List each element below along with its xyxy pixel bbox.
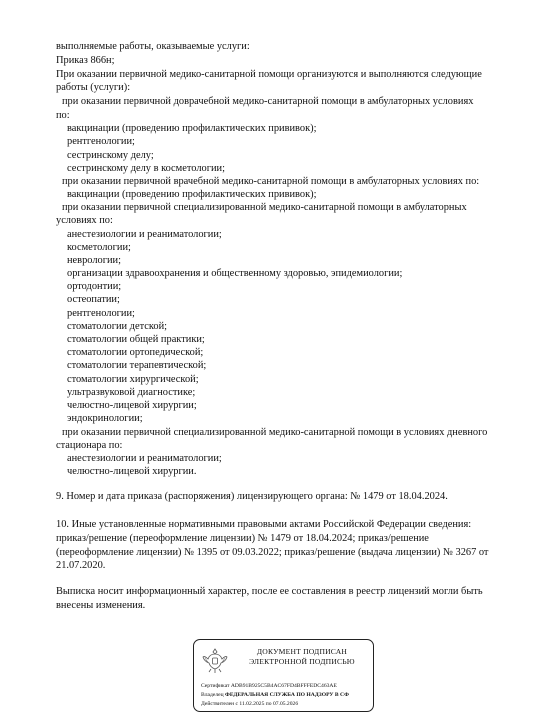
- validity-row: Действителен с 11.02.2025 по 07.05.2026: [201, 701, 299, 707]
- list-item: анестезиологии и реаниматологии;: [67, 453, 222, 464]
- note-line: Выписка носит информационный характер, после ее составления в реестр лицензий могли быть: [56, 586, 483, 597]
- list-item: организации здравоохранения и общественному здоровью, эпидемиологии;: [67, 268, 403, 279]
- owner-value: ФЕДЕРАЛЬНАЯ СЛУЖБА ПО НАДЗОРУ В СФ: [225, 692, 349, 698]
- certificate-value: ADB91B925C5B4AC67FD4BFFFEDC463AE: [230, 683, 337, 689]
- section-10-line: 10. Иные установленные нормативными правовыми актами Российской Федерации сведения:: [56, 519, 472, 530]
- note-line: внесены изменения.: [56, 600, 146, 611]
- text-line: при оказании первичной доврачебной медико-санитарной помощи в амбулаторных условиях: [62, 96, 474, 107]
- list-item: ультразвуковой диагностике;: [67, 387, 196, 398]
- text-line: при оказании первичной специализированной медико-санитарной помощи в амбулаторных: [62, 202, 467, 213]
- list-item: неврологии;: [67, 255, 121, 266]
- owner-label: Владелец: [201, 692, 224, 698]
- list-item: вакцинации (проведению профилактических прививок);: [67, 189, 317, 200]
- list-item: анестезиологии и реаниматологии;: [67, 229, 222, 240]
- owner-row: [201, 692, 349, 699]
- text-line: работы (услуги):: [56, 82, 131, 93]
- certificate-row: [201, 683, 337, 690]
- stamp-title: [234, 647, 370, 667]
- coat-of-arms-icon: [202, 646, 228, 674]
- list-item: челюстно-лицевой хирургии.: [67, 466, 197, 477]
- list-item: эндокринологии;: [67, 413, 143, 424]
- text-line: Приказ 866н;: [56, 55, 115, 66]
- list-item: вакцинации (проведению профилактических прививок);: [67, 123, 317, 134]
- stamp-title-line: ДОКУМЕНТ ПОДПИСАН: [256, 647, 348, 656]
- text-line: При оказании первичной медико-санитарной помощи организуются и выполняются следующие: [56, 69, 482, 80]
- certificate-label: Сертификат: [201, 683, 230, 689]
- list-item: стоматологии детской;: [67, 321, 168, 332]
- section-10-line: 21.07.2020.: [56, 560, 106, 571]
- list-item: стоматологии ортопедической;: [67, 347, 204, 358]
- section-10-line: приказ/решение (переоформление лицензии) № 1479 от 18.04.2024; приказ/решение: [56, 533, 429, 544]
- list-item: стоматологии хирургической;: [67, 374, 199, 385]
- list-item: косметологии;: [67, 242, 131, 253]
- list-item: сестринскому делу;: [67, 150, 154, 161]
- text-line: при оказании первичной врачебной медико-санитарной помощи в амбулаторных условиях по:: [62, 176, 480, 187]
- list-item: стоматологии терапевтической;: [67, 360, 207, 371]
- stamp-title-line: ЭЛЕКТРОННОЙ ПОДПИСЬЮ: [249, 657, 355, 666]
- text-line: условиях по:: [56, 215, 113, 226]
- text-line: стационара по:: [56, 440, 123, 451]
- list-item: сестринскому делу в косметологии;: [67, 163, 225, 174]
- list-item: рентгенологии;: [67, 308, 135, 319]
- list-item: челюстно-лицевой хирургии;: [67, 400, 197, 411]
- section-9: 9. Номер и дата приказа (распоряжения) лицензирующего органа: № 1479 от 18.04.2024.: [56, 491, 448, 502]
- text-line: по:: [56, 110, 70, 121]
- list-item: остеопатии;: [67, 294, 120, 305]
- list-item: рентгенологии;: [67, 136, 135, 147]
- text-line: при оказании первичной специализированной медико-санитарной помощи в условиях дневного: [62, 427, 488, 438]
- text-line: выполняемые работы, оказываемые услуги:: [56, 41, 250, 52]
- list-item: ортодонтии;: [67, 281, 122, 292]
- electronic-signature-stamp: [193, 639, 374, 712]
- list-item: стоматологии общей практики;: [67, 334, 205, 345]
- section-10-line: (переоформление лицензии) № 1395 от 09.03.2022; приказ/решение (выдача лицензии) № 3267 от: [56, 547, 489, 558]
